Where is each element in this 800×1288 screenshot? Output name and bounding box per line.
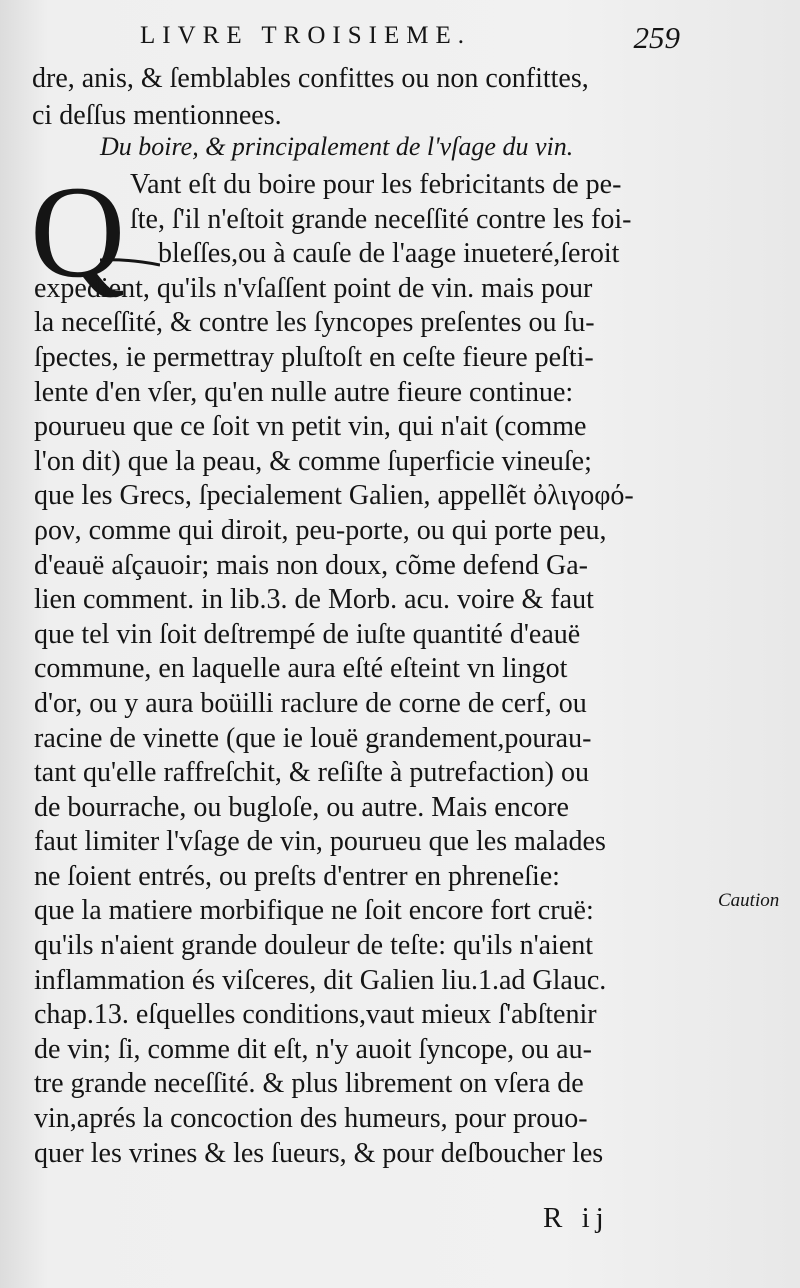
text-line: racine de vinette (que ie louë grandement,pourau- — [34, 722, 592, 754]
body-paragraph — [34, 168, 724, 1171]
running-title: LIVRE TROISIEME. — [140, 22, 471, 49]
text-line: d'or, ou y aura boüilli raclure de corne de cerf, ou — [34, 687, 587, 719]
text-line: de bourrache, ou bugloſe, ou autre. Mais encore — [34, 791, 569, 823]
page-number: 259 — [633, 20, 680, 55]
page-header — [140, 22, 680, 58]
text-line: quer les vrines & les ſueurs, & pour deſboucher les — [34, 1137, 604, 1169]
signature-mark: R ij — [543, 1202, 610, 1234]
text-line: ſpectes, ie permettray pluſtoſt en ceſte fieure peſti- — [34, 341, 594, 373]
text-line: que les Grecs, ſpecialement Galien, appellẽt ὀλιγοφό- — [34, 480, 634, 512]
section-title: Du boire, & principalement de l'vſage du vin. — [100, 132, 574, 161]
text-line: pourueu que ce ſoit vn petit vin, qui n'ait (comme — [34, 411, 587, 443]
text-line: ρον, comme qui diroit, peu-porte, ou qui porte peu, — [34, 514, 607, 546]
text-line: bleſſes,ou à cauſe de l'aage inueteré,ſeroit — [158, 238, 620, 270]
text-line: lien comment. in lib.3. de Morb. acu. voire & faut — [34, 584, 594, 616]
text-line: tant qu'elle raffreſchit, & reſiſte à putrefaction) ou — [34, 757, 589, 789]
continued-text — [32, 60, 712, 134]
text-line: la neceſſité, & contre les ſyncopes preſentes ou ſu- — [34, 307, 595, 339]
text-line: ne ſoient entrés, ou preſts d'entrer en phreneſie: — [34, 860, 560, 892]
text-line: ſte, ſ'il n'eſtoit grande neceſſité contre les foi- — [130, 203, 632, 235]
text-line: tre grande neceſſité. & plus librement on vſera de — [34, 1068, 584, 1100]
text-line: l'on dit) que la peau, & comme ſuperficie vineuſe; — [34, 445, 592, 477]
text-line: inflammation és viſceres, dit Galien liu.1.ad Glauc. — [34, 964, 607, 996]
margin-note: Caution — [718, 890, 780, 911]
text-line: commune, en laquelle aura eſté eſteint vn lingot — [34, 653, 568, 685]
text-line: lente d'en vſer, qu'en nulle autre fieure continue: — [34, 376, 574, 408]
text-line: que tel vin ſoit deſtrempé de iuſte quantité d'eauë — [34, 618, 581, 650]
text-line: dre, anis, & ſemblables confittes ou non confittes, — [32, 63, 589, 94]
text-line: de vin; ſi, comme dit eſt, n'y auoit ſyncope, ou au- — [34, 1033, 592, 1065]
drop-cap: Q — [30, 158, 126, 305]
text-line: vin,aprés la concoction des humeurs, pour prouo- — [34, 1103, 588, 1135]
text-line: expedient, qu'ils n'vſaſſent point de vin. mais pour — [34, 272, 593, 304]
text-line: chap.13. eſquelles conditions,vaut mieux ſ'abſtenir — [34, 999, 597, 1031]
text-line: Vant eſt du boire pour les febricitants de pe- — [130, 169, 622, 200]
text-line: qu'ils n'aient grande douleur de teſte: qu'ils n'aient — [34, 930, 594, 962]
text-line: que la matiere morbifique ne ſoit encore fort cruë: — [34, 895, 594, 927]
text-line: d'eauë aſçauoir; mais non doux, cõme defend Ga- — [34, 549, 588, 581]
text-line: faut limiter l'vſage de vin, pourueu que les malades — [34, 826, 606, 858]
text-line: ci deſſus mentionnees. — [32, 100, 282, 131]
